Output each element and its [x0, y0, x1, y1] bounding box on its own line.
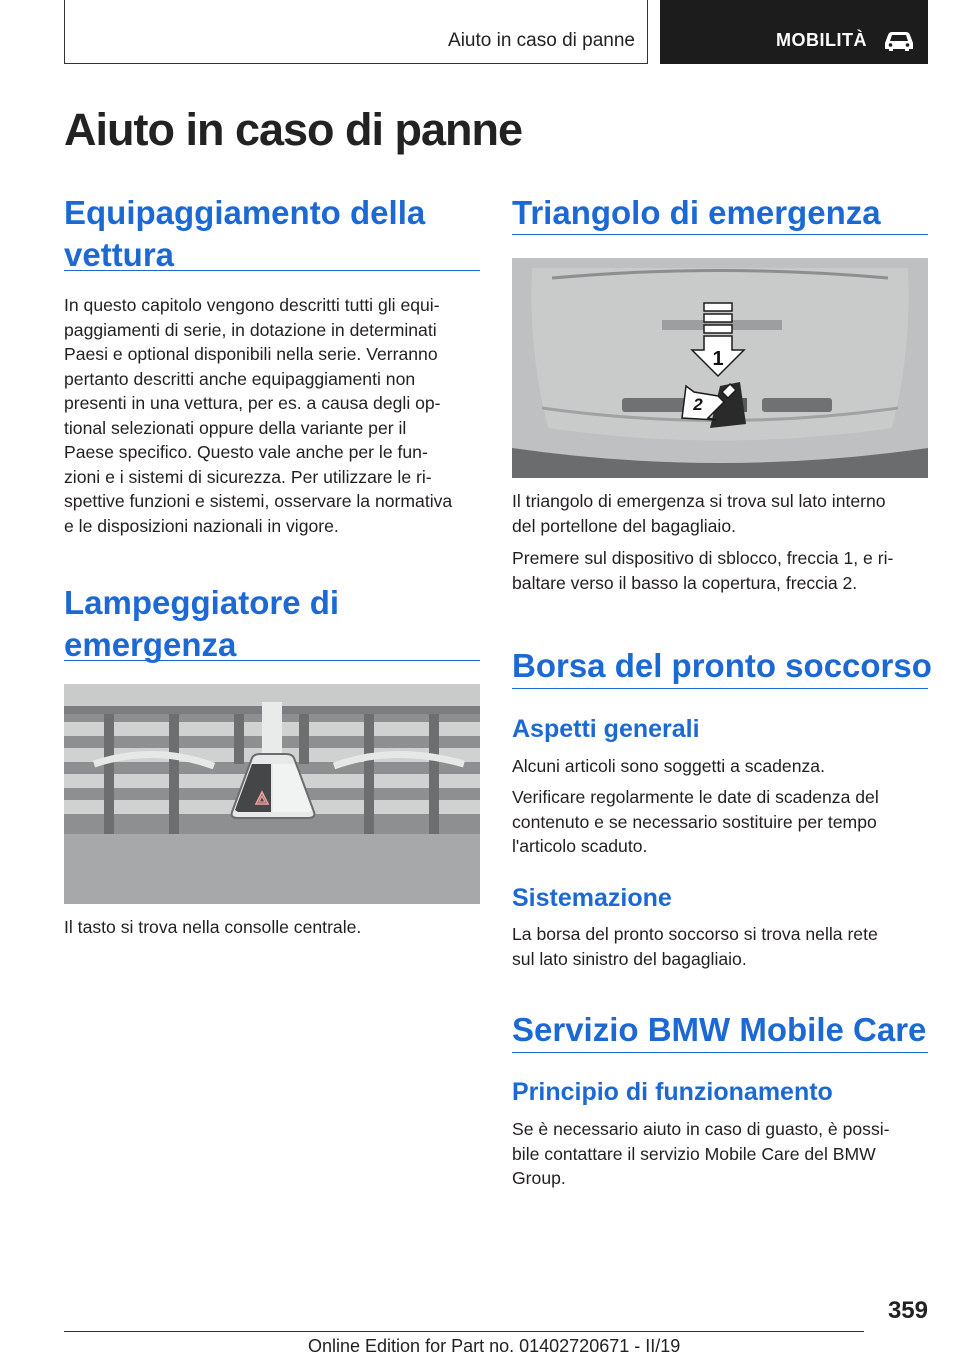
equipment-paragraph: In questo capitolo vengono descritti tutti gli equi‐ paggiamenti di serie, in dotazione in determinati Paesi e optional disponibili nella serie. Verranno pertanto descritti anche equipaggiamenti non presenti in una vettura, per es. a causa degli op‐ tional selezionati oppure della variante per il Paese specifico. Questo vale anche per le fun‐ zioni e i sistemi di sicurezza. Per utilizzare le ri‐ spettive funzioni e sistemi, osservare la normativa e le disposizioni nazionali in vigore.	[64, 295, 453, 536]
location-subheading: Sistemazione	[512, 884, 672, 912]
footer-edition: Online Edition for Part no. 01402720671 - II/19	[308, 1336, 681, 1356]
equipment-heading-line1: Equipaggiamento della	[64, 194, 426, 231]
operating-principle-subheading: Principio di funzionamento	[512, 1078, 833, 1106]
hazard-heading-rule	[64, 660, 480, 661]
triangle-paragraph-2: Premere sul dispositivo di sblocco, freccia 1, e ri‐ baltare verso il basso la copertura, freccia 2.	[512, 548, 894, 593]
page-number: 359	[887, 1297, 928, 1324]
hazard-caption: Il tasto si trova nella consolle centrale.	[64, 917, 362, 937]
hazard-heading	[64, 582, 339, 666]
operating-principle-paragraph: Se è necessario aiuto in caso di guasto, è possi‐ bile contattare il servizio Mobile Care del BMW Group.	[512, 1119, 890, 1188]
triangle-heading: Triangolo di emergenza	[512, 194, 881, 231]
triangle-paragraph-1: Il triangolo di emergenza si trova sul lato interno del portellone del bagagliaio.	[512, 491, 886, 536]
general-aspects-paragraph-1: Alcuni articoli sono soggetti a scadenza.	[512, 756, 825, 776]
equipment-heading	[64, 192, 425, 276]
equipment-heading-line2: vettura	[64, 236, 175, 273]
general-aspects-subheading: Aspetti generali	[512, 715, 700, 743]
hazard-heading-line1: Lampeggiatore di	[64, 584, 340, 621]
arrow-2-label: 2	[693, 395, 703, 414]
location-paragraph: La borsa del pronto soccorso si trova nella rete sul lato sinistro del bagagliaio.	[512, 924, 878, 969]
mobile-care-heading-rule	[512, 1052, 928, 1053]
general-aspects-paragraph-2: Verificare regolarmente le date di scadenza del contenuto e se necessario sostituire per tempo l'articolo scaduto.	[512, 787, 879, 856]
triangle-heading-rule	[512, 234, 928, 235]
footer-rule	[64, 1331, 864, 1332]
header-section-title: Aiuto in caso di panne	[448, 30, 635, 51]
header-chapter-tab	[660, 0, 928, 64]
equipment-heading-rule	[64, 270, 480, 271]
page-title: Aiuto in caso di panne	[64, 104, 523, 155]
header-chapter-label: MOBILITÀ	[776, 30, 867, 50]
mobile-care-heading: Servizio BMW Mobile Care	[512, 1011, 927, 1048]
arrow-1-label: 1	[712, 348, 724, 370]
hazard-heading-line2: emergenza	[64, 626, 237, 663]
first-aid-heading: Borsa del pronto soccorso	[512, 647, 932, 684]
header-section-box	[64, 0, 648, 64]
hazard-button-figure	[64, 684, 480, 904]
car-icon	[882, 29, 916, 53]
trunk-lid-figure	[512, 258, 928, 478]
first-aid-heading-rule	[512, 688, 928, 689]
